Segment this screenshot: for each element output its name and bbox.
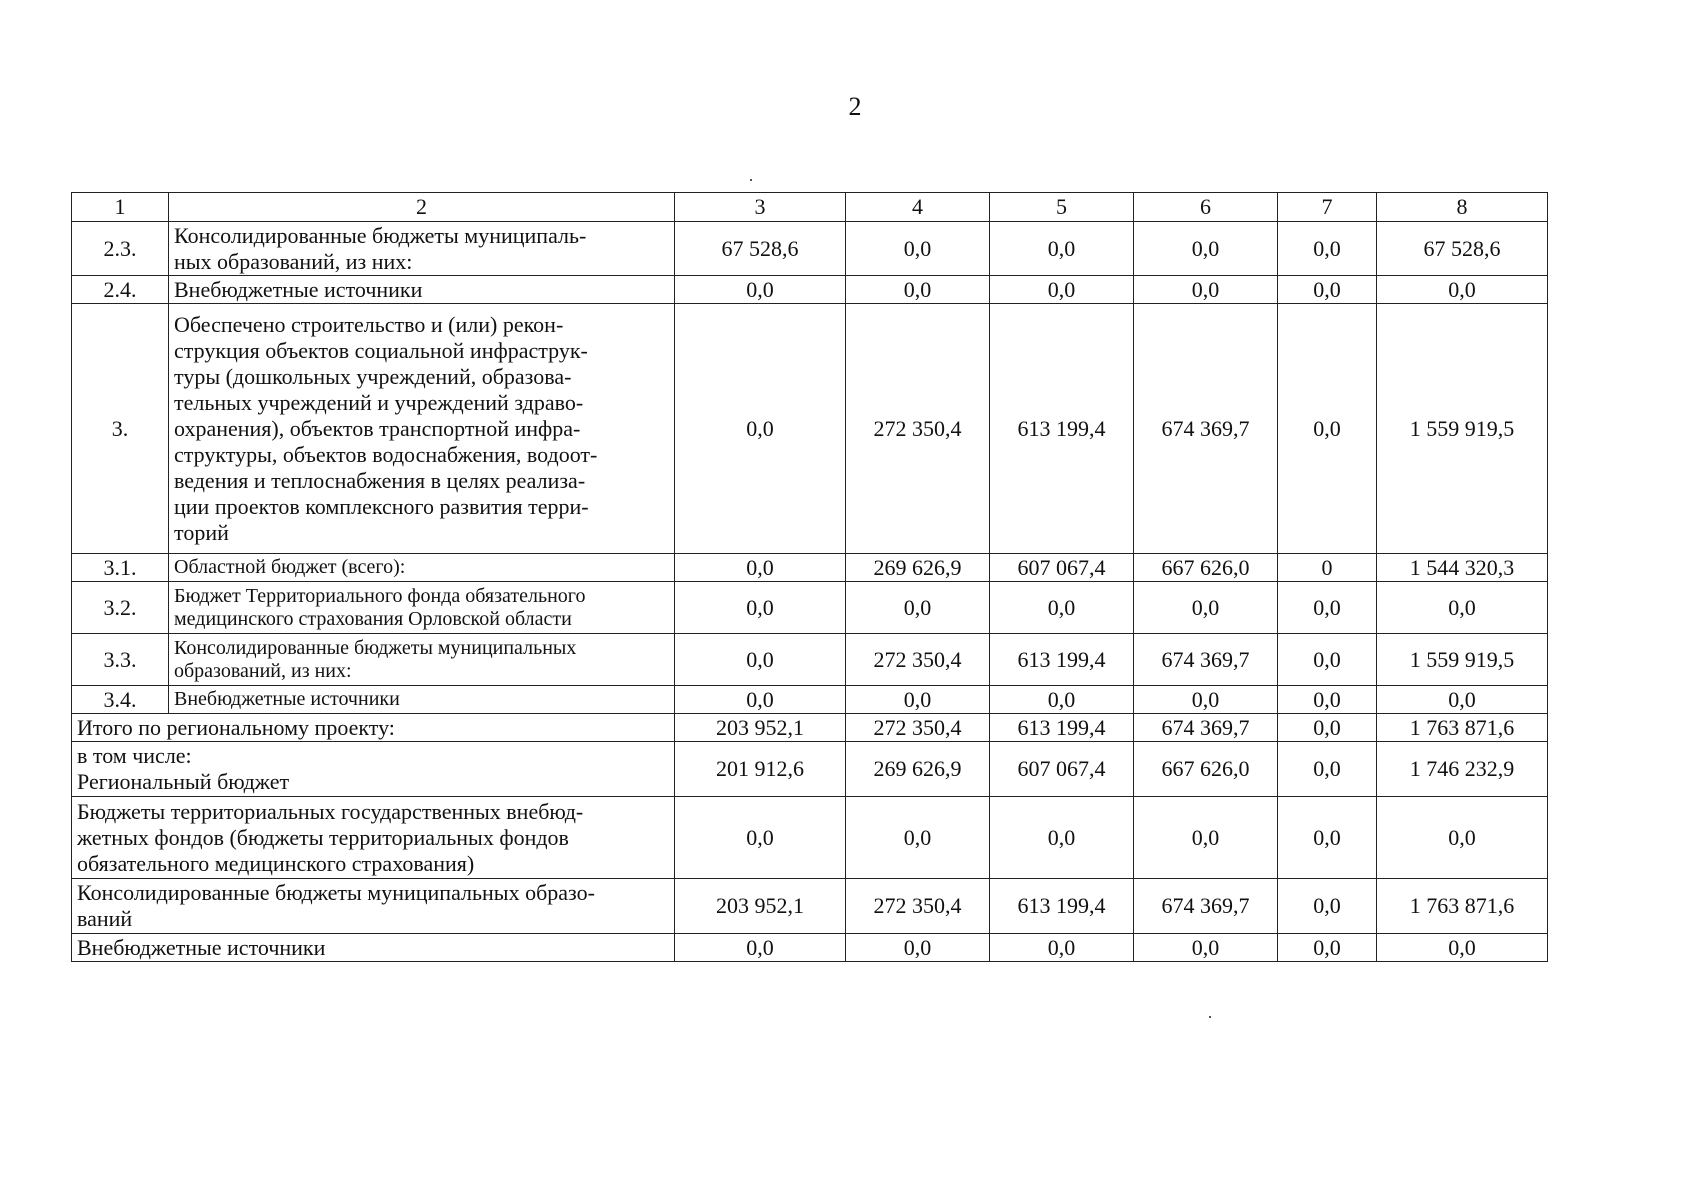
header-cell: 5 xyxy=(990,193,1134,222)
value-cell: 0,0 xyxy=(990,797,1134,879)
value-cell: 667 626,0 xyxy=(1134,742,1278,797)
row-index: 2.4. xyxy=(72,276,169,304)
row-index: 3.3. xyxy=(72,634,169,686)
row-label: Внебюджетные источники xyxy=(169,276,675,304)
value-cell: 0,0 xyxy=(1377,276,1548,304)
value-cell: 607 067,4 xyxy=(990,554,1134,582)
value-cell: 674 369,7 xyxy=(1134,304,1278,554)
header-cell: 6 xyxy=(1134,193,1278,222)
value-cell: 201 912,6 xyxy=(675,742,846,797)
value-cell: 0,0 xyxy=(675,582,846,634)
table-row xyxy=(72,276,1548,304)
value-cell: 607 067,4 xyxy=(990,742,1134,797)
total-label: Итого по региональному проекту: xyxy=(72,714,675,742)
table-body xyxy=(72,193,1548,962)
total-row xyxy=(72,714,1548,742)
row-index: 3.4. xyxy=(72,686,169,714)
table-row xyxy=(72,634,1548,686)
value-cell: 272 350,4 xyxy=(846,304,990,554)
value-cell: 0,0 xyxy=(1278,714,1377,742)
value-cell: 0,0 xyxy=(675,276,846,304)
total-row xyxy=(72,934,1548,962)
value-cell: 67 528,6 xyxy=(1377,222,1548,276)
value-cell: 0,0 xyxy=(675,554,846,582)
value-cell: 0,0 xyxy=(1278,686,1377,714)
value-cell: 0,0 xyxy=(1278,634,1377,686)
value-cell: 1 559 919,5 xyxy=(1377,634,1548,686)
value-cell: 272 350,4 xyxy=(846,879,990,934)
value-cell: 0,0 xyxy=(1377,797,1548,879)
value-cell: 269 626,9 xyxy=(846,554,990,582)
value-cell: 1 763 871,6 xyxy=(1377,714,1548,742)
total-row xyxy=(72,879,1548,934)
value-cell: 0,0 xyxy=(846,686,990,714)
row-index: 3.1. xyxy=(72,554,169,582)
value-cell: 0,0 xyxy=(675,634,846,686)
row-label: Консолидированные бюджеты муниципальных образований, из них: xyxy=(169,634,675,686)
value-cell: 0,0 xyxy=(846,276,990,304)
value-cell: 613 199,4 xyxy=(990,304,1134,554)
value-cell: 203 952,1 xyxy=(675,714,846,742)
value-cell: 0,0 xyxy=(1134,582,1278,634)
value-cell: 0,0 xyxy=(846,582,990,634)
value-cell: 0,0 xyxy=(1134,686,1278,714)
value-cell: 1 763 871,6 xyxy=(1377,879,1548,934)
row-label: Консолидированные бюджеты муниципаль- ных образований, из них: xyxy=(169,222,675,276)
value-cell: 674 369,7 xyxy=(1134,714,1278,742)
value-cell: 0 xyxy=(1278,554,1377,582)
header-row xyxy=(72,193,1548,222)
value-cell: 613 199,4 xyxy=(990,879,1134,934)
value-cell: 0,0 xyxy=(1278,276,1377,304)
value-cell: 67 528,6 xyxy=(675,222,846,276)
header-cell: 4 xyxy=(846,193,990,222)
value-cell: 1 559 919,5 xyxy=(1377,304,1548,554)
value-cell: 0,0 xyxy=(1377,686,1548,714)
header-cell: 1 xyxy=(72,193,169,222)
value-cell: 0,0 xyxy=(1278,742,1377,797)
value-cell: 0,0 xyxy=(1278,879,1377,934)
row-label: Обеспечено строительство и (или) рекон- струкция объектов социальной инфраструк- туры (дошкольных учреждений, образова- тельных учреждений и учреждений здраво- охранения), объектов транспортной инфра- структуры, объектов водоснабжения, водоот- ведения и теплоснабжения в целях реализа- ции проектов комплексного развития терри- торий xyxy=(169,304,675,554)
value-cell: 674 369,7 xyxy=(1134,634,1278,686)
scan-speck xyxy=(750,179,752,181)
row-index: 2.3. xyxy=(72,222,169,276)
value-cell: 0,0 xyxy=(1278,222,1377,276)
value-cell: 0,0 xyxy=(1134,276,1278,304)
row-index: 3. xyxy=(72,304,169,554)
budget-table xyxy=(71,192,1548,962)
value-cell: 0,0 xyxy=(990,222,1134,276)
value-cell: 0,0 xyxy=(990,276,1134,304)
page-number: 2 xyxy=(848,92,862,121)
value-cell: 0,0 xyxy=(1278,934,1377,962)
table-row xyxy=(72,222,1548,276)
value-cell: 613 199,4 xyxy=(990,714,1134,742)
total-row xyxy=(72,742,1548,797)
value-cell: 0,0 xyxy=(675,797,846,879)
value-cell: 1 746 232,9 xyxy=(1377,742,1548,797)
value-cell: 1 544 320,3 xyxy=(1377,554,1548,582)
scan-speck xyxy=(1209,1016,1211,1018)
value-cell: 0,0 xyxy=(675,304,846,554)
value-cell: 0,0 xyxy=(1377,582,1548,634)
table-row xyxy=(72,304,1548,554)
row-label: Бюджет Территориального фонда обязательного медицинского страхования Орловской области xyxy=(169,582,675,634)
header-cell: 2 xyxy=(169,193,675,222)
total-label: Консолидированные бюджеты муниципальных образо- ваний xyxy=(72,879,675,934)
value-cell: 272 350,4 xyxy=(846,634,990,686)
total-label: Внебюджетные источники xyxy=(72,934,675,962)
table-row xyxy=(72,582,1548,634)
value-cell: 0,0 xyxy=(846,797,990,879)
value-cell: 613 199,4 xyxy=(990,634,1134,686)
value-cell: 0,0 xyxy=(1377,934,1548,962)
value-cell: 0,0 xyxy=(990,686,1134,714)
row-label: Внебюджетные источники xyxy=(169,686,675,714)
header-cell: 8 xyxy=(1377,193,1548,222)
table-row xyxy=(72,554,1548,582)
value-cell: 0,0 xyxy=(675,686,846,714)
value-cell: 269 626,9 xyxy=(846,742,990,797)
value-cell: 0,0 xyxy=(990,934,1134,962)
header-cell: 3 xyxy=(675,193,846,222)
value-cell: 0,0 xyxy=(846,934,990,962)
total-label: Бюджеты территориальных государственных внебюд- жетных фондов (бюджеты территориальных фондов обязательного медицинского страхования) xyxy=(72,797,675,879)
row-index: 3.2. xyxy=(72,582,169,634)
value-cell: 0,0 xyxy=(675,934,846,962)
value-cell: 0,0 xyxy=(846,222,990,276)
value-cell: 203 952,1 xyxy=(675,879,846,934)
table-row xyxy=(72,686,1548,714)
value-cell: 0,0 xyxy=(990,582,1134,634)
value-cell: 272 350,4 xyxy=(846,714,990,742)
value-cell: 0,0 xyxy=(1134,934,1278,962)
value-cell: 667 626,0 xyxy=(1134,554,1278,582)
value-cell: 0,0 xyxy=(1134,222,1278,276)
total-label: в том числе: Региональный бюджет xyxy=(72,742,675,797)
value-cell: 674 369,7 xyxy=(1134,879,1278,934)
value-cell: 0,0 xyxy=(1278,304,1377,554)
value-cell: 0,0 xyxy=(1278,797,1377,879)
header-cell: 7 xyxy=(1278,193,1377,222)
value-cell: 0,0 xyxy=(1134,797,1278,879)
row-label: Областной бюджет (всего): xyxy=(169,554,675,582)
value-cell: 0,0 xyxy=(1278,582,1377,634)
total-row xyxy=(72,797,1548,879)
